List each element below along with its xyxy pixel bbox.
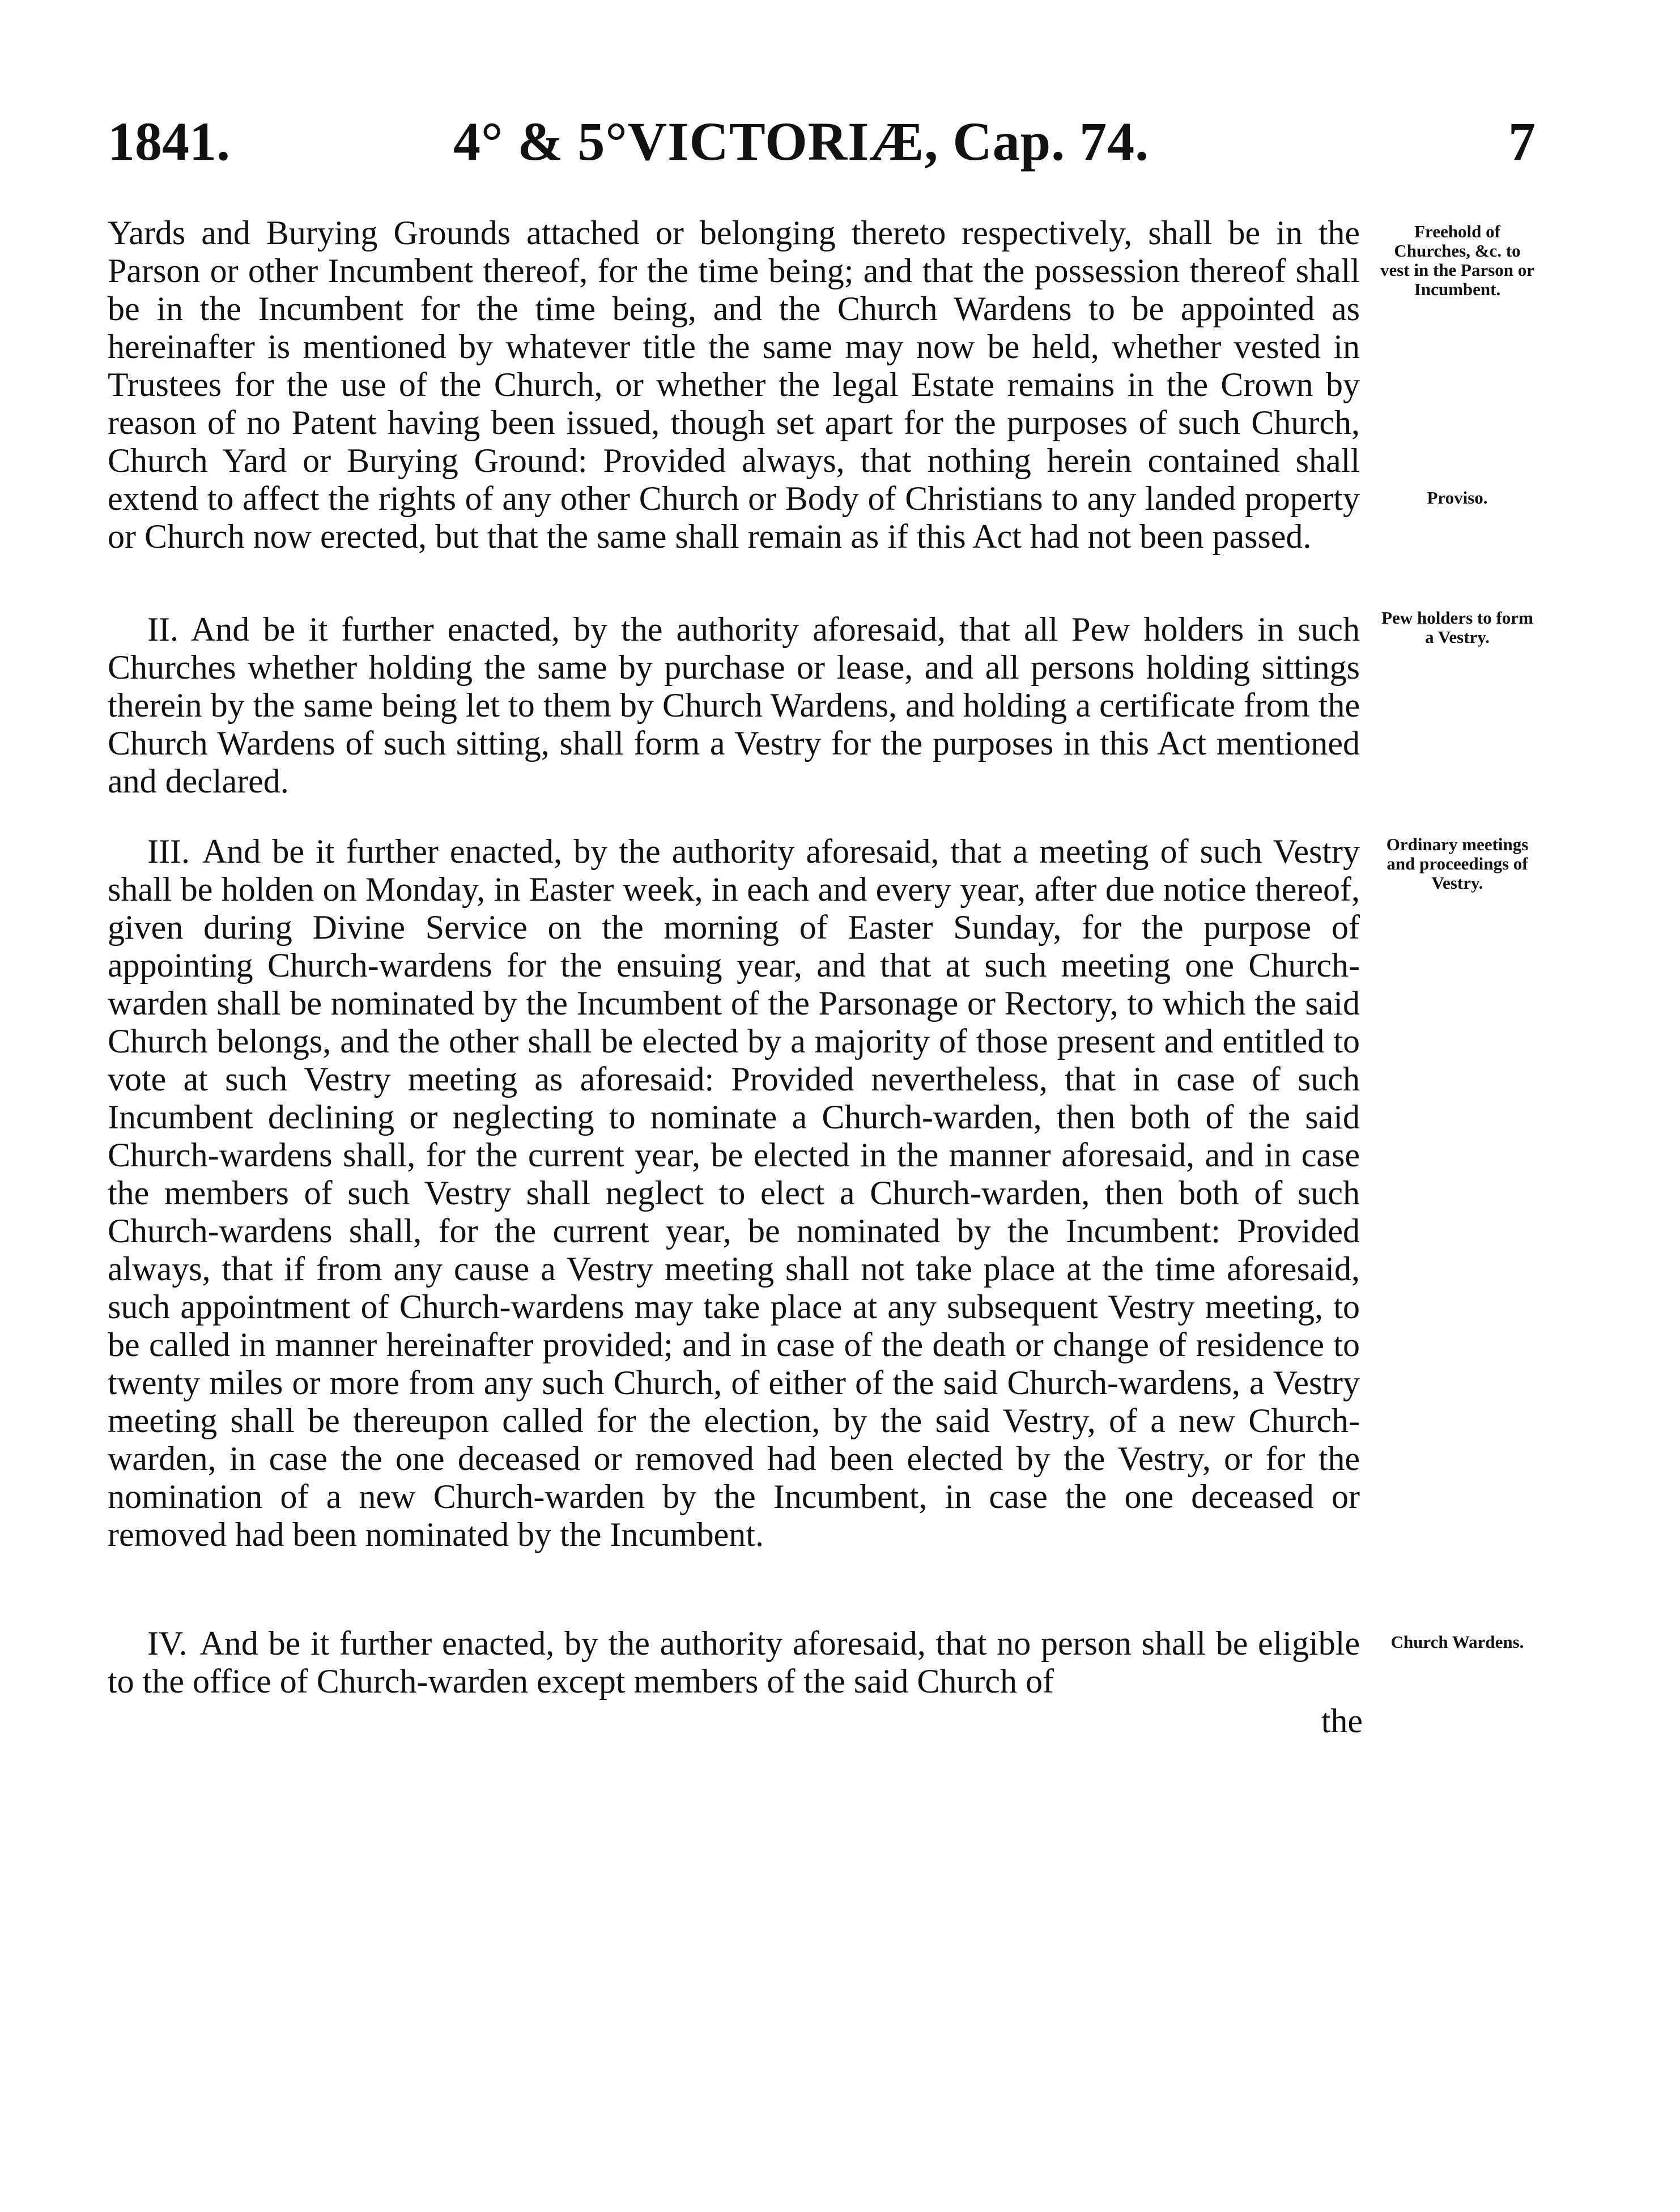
catchword: the bbox=[1321, 1702, 1363, 1740]
header-year: 1841. bbox=[108, 111, 230, 172]
margin-note-proviso: Proviso. bbox=[1427, 488, 1488, 508]
section-iv bbox=[108, 1625, 1360, 1700]
section-number: III. bbox=[147, 833, 190, 870]
section-number: IV. bbox=[147, 1625, 188, 1662]
header-title: 4° & 5°VICTORIÆ, Cap. 74. bbox=[453, 111, 1150, 172]
section-ii bbox=[108, 611, 1360, 800]
margin-note-vestry-meetings: Ordinary meetings and proceedings of Vestry. bbox=[1386, 834, 1529, 893]
paragraph-text: And be it further enacted, by the authority aforesaid, that all Pew holders in such Churches whether holding the same by purchase or lease, and all persons holding sittings therein by the same being let to them by Church Wardens, and holding a certificate from the Church Wardens of such sitting, shall form a Vestry for the purposes in this Act mentioned and declared. bbox=[108, 611, 1360, 800]
margin-note-church-wardens: Church Wardens. bbox=[1390, 1632, 1524, 1652]
paragraph-text: Yards and Burying Grounds attached or belonging thereto respectively, shall be in the Parson or other Incumbent thereof, for the time being; and that the possession thereof shall be in the Incumbent for the time being, and the Church Wardens to be appointed as hereinafter is mentioned by whatever title the same may now be held, whether vested in Trustees for the use of the Church, or whether the legal Estate remains in the Crown by reason of no Patent having been issued, though set apart for the purposes of such Church, Church Yard or Burying Ground: Provided always, that nothing herein contained shall extend to affect the rights of any other Church or Body of Christians to any landed property or Church now erected, but that the same shall remain as if this Act had not been passed. bbox=[108, 214, 1360, 555]
paragraph-text: And be it further enacted, by the authority aforesaid, that no person shall be eligible to the office of Church-warden except members of the said Church of bbox=[108, 1625, 1360, 1700]
margin-note-pew-holders: Pew holders to form a Vestry. bbox=[1381, 608, 1533, 647]
section-number: II. bbox=[147, 611, 178, 648]
section-iii bbox=[108, 833, 1360, 1554]
page-number: 7 bbox=[1508, 111, 1536, 172]
margin-note-freehold: Freehold of Churches, &c. to vest in the Parson or Incumbent. bbox=[1380, 221, 1535, 299]
running-header bbox=[108, 108, 1536, 176]
paragraph-continuation bbox=[108, 214, 1360, 556]
paragraph-text: And be it further enacted, by the authority aforesaid, that a meeting of such Vestry shall be holden on Monday, in Easter week, in each and every year, after due notice thereof, given during Divine Service on the morning of Easter Sunday, for the purpose of appointing Church-wardens for the ensuing year, and that at such meeting one Church-warden shall be nominated by the Incumbent of the Parsonage or Rectory, to which the said Church belongs, and the other shall be elected by a majority of those present and entitled to vote at such Vestry meeting as aforesaid: Provided nevertheless, that in case of such Incumbent declining or neglecting to nominate a Church-warden, then both of the said Church-wardens shall, for the current year, be elected in the manner aforesaid, and in case the members of such Vestry shall neglect to elect a Church-warden, then both of such Church-wardens shall, for the current year, be nominated by the Incumbent: Provided always, that if from any cause a Vestry meeting shall not take place at the time aforesaid, such appointment of Church-wardens may take place at any subsequent Vestry meeting, to be called in manner hereinafter provided; and in case of the death or change of residence to twenty miles or more from any such Church, of either of the said Church-wardens, a Vestry meeting shall be thereupon called for the election, by the said Vestry, of a new Church-warden, in case the one deceased or removed had been elected by the Vestry, or for the nomination of a new Church-warden by the Incumbent, in case the one deceased or removed had been nominated by the Incumbent. bbox=[108, 833, 1360, 1553]
